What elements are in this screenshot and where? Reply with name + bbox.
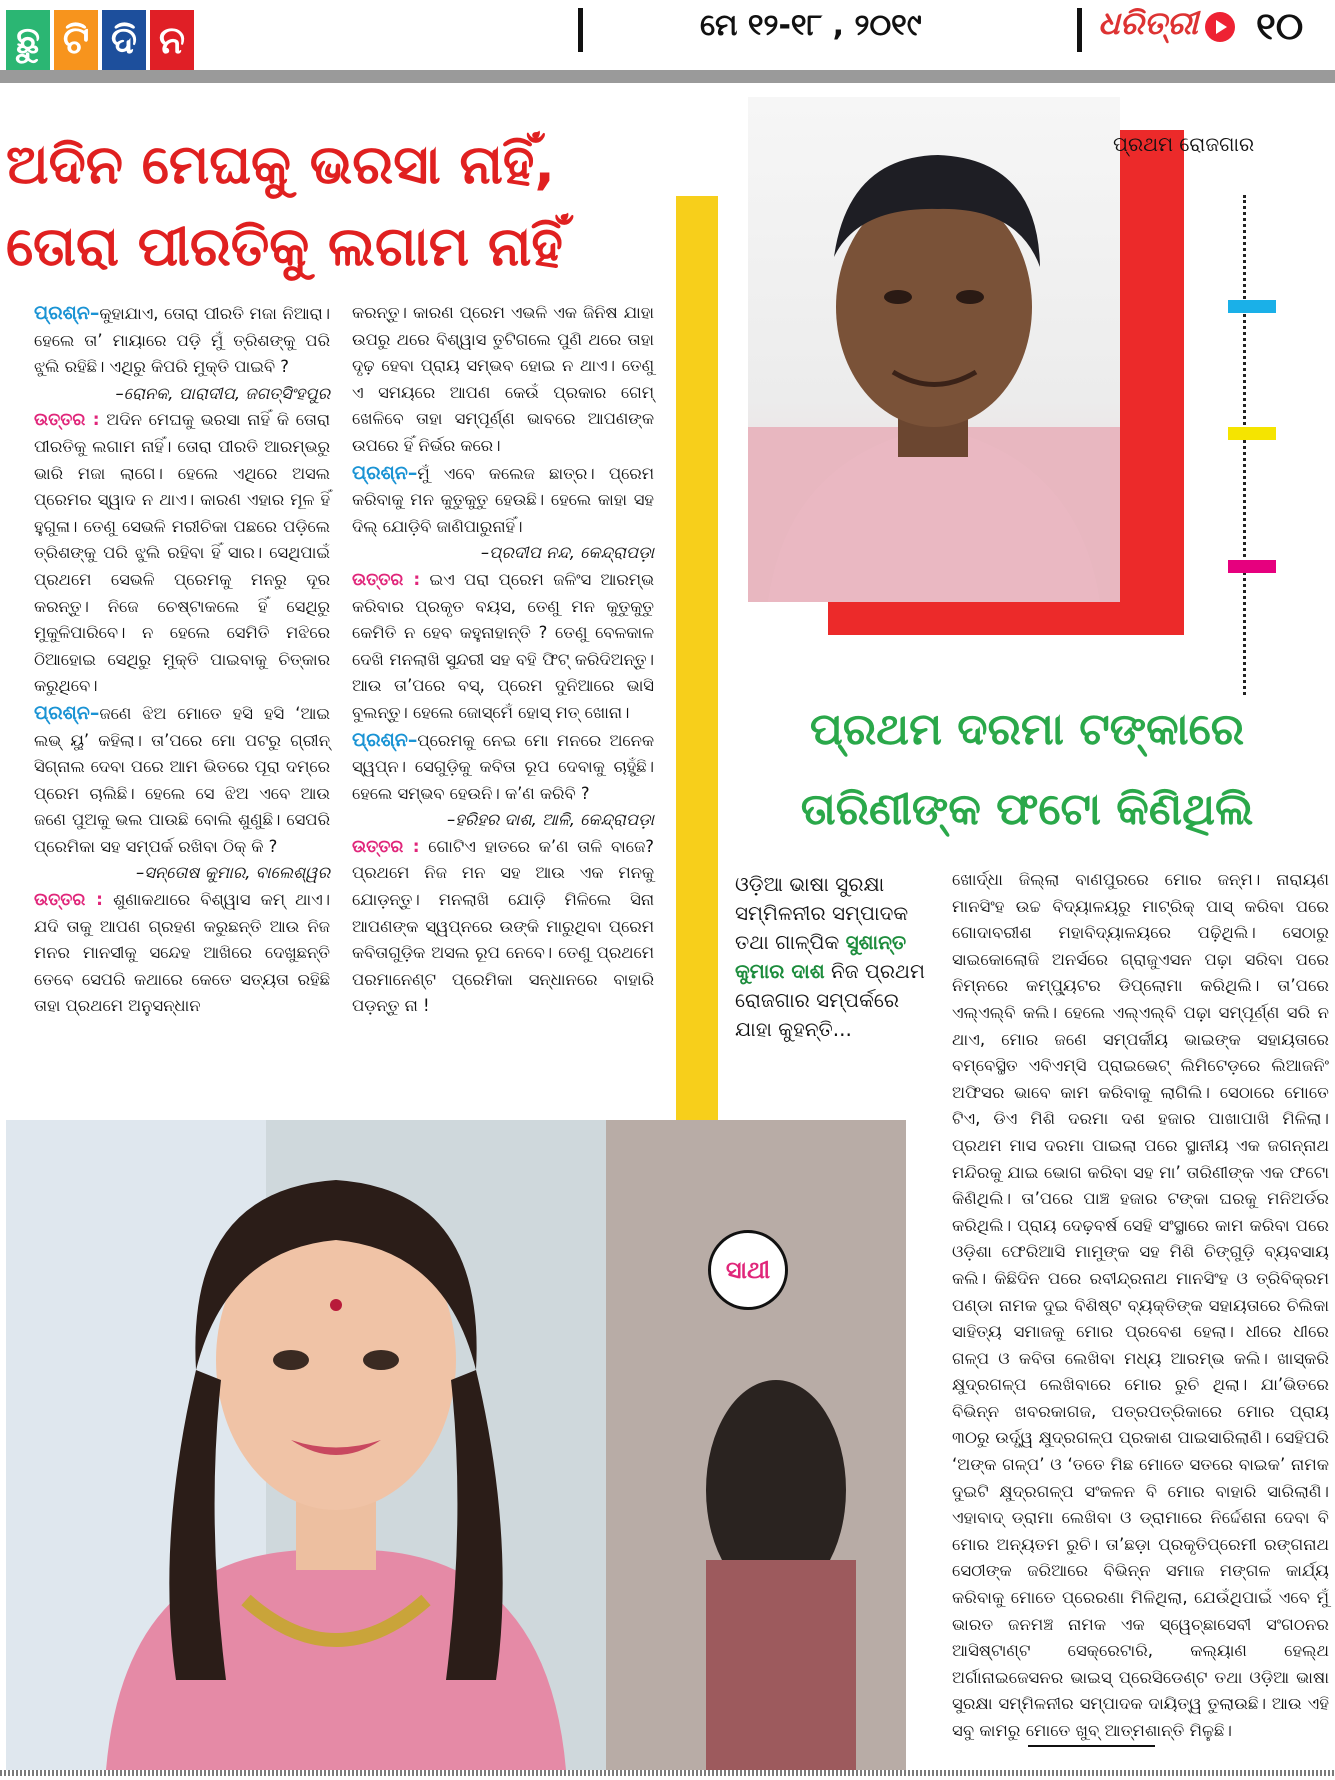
qa-column-right — [352, 300, 654, 1020]
section-logo — [6, 10, 194, 70]
qa-answer-continued: କରନ୍ତୁ। କାରଣ ପ୍ରେମ ଏଭଳି ଏକ ଜିନିଷ ଯାହା ଉପରୁ ଥରେ ବିଶ୍ୱାସ ତୁଟିଗଲେ ପୁଣି ଥରେ ତାହା ଦୃଢ଼ ହେବା ପ୍ରାୟ ସମ୍ଭବ ହୋଇ ନ ଥାଏ। ତେଣୁ ଏ ସମୟରେ ଆପଣ କେଉଁ ପ୍ରକାର ଗେମ୍ ଖେଳିବେ ତାହା ସମ୍ପୂର୍ଣ୍ଣ ଭାବରେ ଆପଣଙ୍କ ଉପରେ ହିଁ ନିର୍ଭର କରେ। — [352, 303, 654, 455]
issue-date: ମେ ୧୨-୧୮ , ୨୦୧୯ — [700, 8, 922, 43]
section-logo-letter: ଦି — [102, 10, 146, 70]
feature-headline — [732, 690, 1322, 850]
question-label: ପ୍ରଶ୍ନ– — [34, 302, 100, 324]
question-text: ପ୍ରେମକୁ ନେଇ ମୋ ମନରେ ଅନେକ ସ୍ୱପ୍ନ। ସେଗୁଡ଼ିକୁ କବିତା ରୂପ ଦେବାକୁ ଚାହୁଁଛି। ହେଲେ ସମ୍ଭବ ହେଉନି। କ’ଣ କରିବି ? — [352, 730, 654, 803]
header-rule — [0, 70, 1335, 83]
actress-photo — [6, 1120, 906, 1770]
question-text: ମୁଁ ଏବେ କଲେଜ ଛାତ୍ର। ପ୍ରେମ କରିବାକୁ ମନ କୁତୁକୁତୁ ହେଉଛି। ହେଲେ କାହା ସହ ଦିଲ୍ ଯୋଡ଼ିବି ଜାଣିପାରୁନାହିଁ। — [352, 463, 654, 536]
answer-text: ଇଏ ପରା ପ୍ରେମ ଜଳିଂସ ଆରମ୍ଭ କରିବାର ପ୍ରକୃତ ବୟସ, ତେଣୁ ମନ କୁତୁକୁତୁ କେମିତି ନ ହେବ କହୁନାହାନ୍ତି ? ତେଣୁ ବେଳକାଳ ଦେଖି ମନଲାଖି ସୁନ୍ଦରୀ ସହ ବହି ଫିଟ୍ କରିଦିଅନ୍ତୁ। ଆଉ ତା’ପରେ ବସ୍, ପ୍ରେମ ଦୁନିଆରେ ଭାସି ବୁଲନ୍ତୁ। ହେଲେ ଜୋସ୍‌ମେଁ ହୋସ୍ ମତ୍ ଖୋନା। — [352, 569, 654, 722]
question-label: ପ୍ରଶ୍ନ– — [352, 728, 418, 751]
yellow-divider-bar — [676, 196, 718, 1120]
intro-text: ଓଡ଼ିଆ ଭାଷା ସୁରକ୍ଷା ସମ୍ମିଳନୀର ସମ୍ପାଦକ ତଥା ଗାଳ୍ପିକ — [735, 872, 909, 954]
dotted-line — [1243, 195, 1246, 695]
question-label: ପ୍ରଶ୍ନ– — [352, 461, 418, 484]
answer-text: ଅଦିନ ମେଘକୁ ଭରସା ନାହିଁ କି ତୋରା ପୀରତିକୁ ଲଗାମ ନାହିଁ। ତୋରା ପୀରତି ଆରମ୍ଭରୁ ଭାରି ମଜା ଲାଗେ। ହେଲେ ଏଥିରେ ଅସଲ ପ୍ରେମର ସ୍ୱାଦ ନ ଥାଏ। କାରଣ ଏହାର ମୂଳ ହିଁ ହୁଗୁଳା। ତେଣୁ ସେଭଳି ମରୀଚିକା ପଛରେ ପଡ଼ିଲେ ତ୍ରିଶଙ୍କୁ ପରି ଝୁଲି ରହିବା ହିଁ ସାର। ସେଥିପାଇଁ ପ୍ରଥମେ ସେଭଳି ପ୍ରେମକୁ ମନରୁ ଦୂର କରନ୍ତୁ। ନିଜେ ଚେଷ୍ଟାକଲେ ହିଁ ସେଥିରୁ ମୁକୁଳିପାରିବେ। ନ ହେଲେ ସେମିତି ମଝିରେ ଠିଆହୋଇ ସେଥିରୁ ମୁକ୍ତି ପାଇବାକୁ ଚିତ୍କାର କରୁଥିବେ। — [34, 410, 330, 696]
qa-question — [34, 700, 330, 861]
feature-body: ଖୋର୍ଦ୍ଧା ଜିଲ୍ଲା ବାଣପୁରରେ ମୋର ଜନ୍ମ। ନାରାୟଣ ମାନସିଂହ ଉଚ୍ଚ ବିଦ୍ୟାଳୟରୁ ମାଟ୍ରିକ୍ ପାସ୍ କରିବା ପରେ ଗୋଦାବରୀଶ ମହାବିଦ୍ୟାଳୟରେ ପଢ଼ିଥିଲି। ସେଠାରୁ ସାଇକୋଲୋଜି ଅନର୍ସରେ ଗ୍ରାଜୁଏସନ ପଢ଼ା ସରିବା ପରେ ନିମ୍ନରେ କମ୍ପ୍ୟୁଟର ଡିପ୍ଲୋମା କରିଥିଲି। ତା’ପରେ ଏଲ୍‌ଏଲ୍‌ବି କଲି। ହେଲେ ଏଲ୍‌ଏଲ୍‌ବି ପଢ଼ା ସମ୍ପୂର୍ଣ୍ଣ ସରି ନ ଥାଏ, ମୋର ଜଣେ ସମ୍ପର୍କୀୟ ଭାଇଙ୍କ ସହାୟତାରେ ବମ୍ବେସ୍ଥିତ ଏବିଏମ୍‌ସି ପ୍ରାଇଭେଟ୍ ଲିମିଟେଡ଼ରେ ଲିଆଜନିଂ ଅଫିସର ଭାବେ କାମ କରିବାକୁ ଲାଗିଲି। ସେଠାରେ ମୋତେ ଟିଏ, ଡିଏ ମିଶି ଦରମା ଦଶ ହଜାର ପାଖାପାଖି ମିଳିଲା। ପ୍ରଥମ ମାସ ଦରମା ପାଇଲା ପରେ ସ୍ଥାନୀୟ ଏକ ଜଗନ୍ନାଥ ମନ୍ଦିରକୁ ଯାଇ ଭୋଗ କରିବା ସହ ମା’ ତାରିଣୀଙ୍କ ଏକ ଫଟୋ କିଣିଥିଲି। ତା’ପରେ ପାଞ୍ଚ ହଜାର ଟଙ୍କା ଘରକୁ ମନିଅର୍ଡର କରିଥିଲି। ପ୍ରାୟ ଦେଢ଼ବର୍ଷ ସେହି ସଂସ୍ଥାରେ କାମ କରିବା ପରେ ଓଡ଼ିଶା ଫେରିଆସି ମାମୁଙ୍କ ସହ ମିଶି ଚିଙ୍ଗୁଡ଼ି ବ୍ୟବସାୟ କଲି। କିଛିଦିନ ପରେ ରବୀନ୍ଦ୍ରନାଥ ମାନସିଂହ ଓ ତ୍ରିବିକ୍ରମ ପଣ୍ଡା ନାମକ ଦୁଇ ବିଶିଷ୍ଟ ବ୍ୟକ୍ତିଙ୍କ ସହାୟତାରେ ଚିଲିକା ସାହିତ୍ୟ ସମାଜକୁ ମୋର ପ୍ରବେଶ ହେଲା। ଧୀରେ ଧୀରେ ଗଳ୍ପ ଓ କବିତା ଲେଖିବା ମଧ୍ୟ ଆରମ୍ଭ କଲି। ଖାସ୍‌କରି କ୍ଷୁଦ୍ରଗଳ୍ପ ଲେଖିବାରେ ମୋର ରୁଚି ଥିଲା। ଯା’ଭିତରେ ବିଭିନ୍ନ ଖବରକାଗଜ, ପତ୍ରପତ୍ରିକାରେ ମୋର ପ୍ରାୟ ୩୦ରୁ ଉର୍ଦ୍ଧ୍ୱ କ୍ଷୁଦ୍ରଗଳ୍ପ ପ୍ରକାଶ ପାଇସାରିଲାଣି। ସେହିପରି ‘ଅଙ୍କ ଗଳ୍ପ’ ଓ ‘ତତେ ମିଛ ମୋତେ ସତରେ ବାଇକ’ ନାମକ ଦୁଇଟି କ୍ଷୁଦ୍ରଗଳ୍ପ ସଂକଳନ ବି ମୋର ବାହାରି ସାରିଲାଣି। ଏହାବାଦ୍ ଡ୍ରାମା ଲେଖିବା ଓ ଡ୍ରାମାରେ ନିର୍ଦ୍ଦେଶନା ଦେବା ବି ମୋର ଅନ୍ୟତମ ରୁଚି। ତା’ଛଡ଼ା ପ୍ରକୃତିପ୍ରେମୀ ରଙ୍ଗନାଥ ସେଠୀଙ୍କ ଜରିଆରେ ବିଭିନ୍ନ ସମାଜ ମଙ୍ଗଳ କାର୍ଯ୍ୟ କରିବାକୁ ମୋତେ ପ୍ରେରଣା ମିଳିଥିଲା, ଯେଉଁଥିପାଇଁ ଏବେ ମୁଁ ଭାରତ ଜନମଞ୍ଚ ନାମକ ଏକ ସ୍ୱେଚ୍ଛାସେବୀ ସଂଗଠନର ଆସିଷ୍ଟାଣ୍ଟ ସେକ୍ରେଟାରି, କଲ୍ୟାଣ ହେଲ୍‌ଥ ଅର୍ଗାନାଇଜେସନର ଭାଇସ୍ ପ୍ରେସିଡେଣ୍ଟ ତଥା ଓଡ଼ିଆ ଭାଷା ସୁରକ୍ଷା ସମ୍ମିଳନୀର ସମ୍ପାଦକ ଦାୟିତ୍ୱ ତୁଲାଉଛି। ଆଉ ଏହି ସବୁ କାମରୁ ମୋତେ ଖୁବ୍ ଆତ୍ମଶାନ୍ତି ମିଳୁଛି। — [952, 870, 1329, 1740]
asker-name: –ସନ୍ତୋଷ କୁମାର, ବାଲେଶ୍ୱର — [135, 863, 330, 883]
qa-headline-line: ତୋରା ପୀରତିକୁ ଲଗାମ ନାହିଁ — [6, 215, 563, 278]
qa-headline-line: ଅଦିନ ମେଘକୁ ଭରସା ନାହିଁ, — [6, 133, 555, 196]
man-portrait-icon — [748, 97, 1120, 602]
qa-headline — [6, 124, 686, 288]
brand-logo: ଧରିତ୍ରୀ — [1098, 4, 1198, 42]
qa-answer — [352, 834, 654, 1020]
photo-caption: ପ୍ରଥମ ରୋଜଗାର — [1113, 132, 1255, 156]
asker-name: –ପ୍ରଦୀପ ନନ୍ଦ, କେନ୍ଦ୍ରାପଡ଼ା — [480, 543, 654, 563]
footer-rule — [0, 1770, 1335, 1776]
feature-intro — [735, 870, 935, 1044]
section-logo-letter: ଛୁ — [6, 10, 50, 70]
section-logo-letter: ଟି — [54, 10, 98, 70]
qa-answer — [34, 407, 330, 700]
answer-label: ଉତ୍ତର : — [352, 569, 421, 590]
intro-author-name: ସୁଶାନ୍ତ କୁମାର ଦାଶ — [735, 930, 907, 983]
qa-question — [352, 727, 654, 808]
asker-name: –ହରିହର ଦାଶ, ଆଳି, କେନ୍ଦ୍ରାପଡ଼ା — [447, 810, 654, 830]
intro-text: ନିଜ ପ୍ରଥମ ରୋଜଗାର ସମ୍ପର୍କରେ ଯାହା କୁହନ୍ତି... — [735, 959, 925, 1041]
feature-headline-line: ପ୍ରଥମ ଦରମା ଟଙ୍କାରେ — [809, 704, 1245, 755]
qa-question — [352, 460, 654, 541]
answer-text: ଗୋଟିଏ ହାତରେ କ’ଣ ତାଳି ବାଜେ? ପ୍ରଥମେ ନିଜ ମନ ସହ ଆଉ ଏକ ମନକୁ ଯୋଡ଼ନ୍ତୁ। ମନଲାଖି ଯୋଡ଼ି ମିଳିଲେ ସିନା ଆପଣଙ୍କ ସ୍ୱପ୍ନରେ ଉଙ୍କି ମାରୁଥିବା ପ୍ରେମ କବିତାଗୁଡ଼ିକ ଅସଲ ରୂପ ନେବେ। ତେଣୁ ପ୍ରଥମେ ପରମାନେଣ୍ଟ ପ୍ରେମିକା ସନ୍ଧାନରେ ବାହାରି ପଡ଼ନ୍ତୁ ନା ! — [352, 836, 655, 1016]
play-icon — [1205, 12, 1235, 42]
answer-label: ଉତ୍ତର : — [34, 890, 103, 911]
answer-text: ଶୁଣାକଥାରେ ବିଶ୍ୱାସ କମ୍ ଥାଏ। ଯଦି ତାକୁ ଆପଣ ଗ୍ରହଣ କରୁଛନ୍ତି ଆଉ ନିଜ ମନର ମାନସୀକୁ ସନ୍ଦେହ ଆଖିରେ ଦେଖୁଛନ୍ତି ତେବେ ସେପରି କଥାରେ କେତେ ସତ୍ୟତା ରହିଛି ତାହା ପ୍ରଥମେ ଅନୁସନ୍ଧାନ — [34, 890, 330, 1016]
color-tick — [1228, 560, 1276, 573]
qa-answer — [34, 887, 330, 1020]
color-tick — [1228, 427, 1276, 440]
question-text: କୁହାଯାଏ, ତୋରା ପୀରତି ମଜା ନିଆରା। ହେଲେ ତା’ ମାୟାରେ ପଡ଼ି ମୁଁ ତ୍ରିଶଙ୍କୁ ପରି ଝୁଲି ରହିଛି। ଏଥିରୁ କିପରି ମୁକ୍ତି ପାଇବି ? — [34, 304, 330, 377]
color-tick — [1228, 300, 1276, 313]
question-text: ଜଣେ ଝିଅ ମୋତେ ହସି ହସି ‘ଆଇ ଲଭ୍ ୟୁ’ କହିଲା। ତା’ପରେ ମୋ ପଟରୁ ଗ୍ରୀନ୍ ସିଗ୍‌ନାଲ ଦେବା ପରେ ଆମ ଭିତରେ ପୂରା ଦମ୍‌ରେ ପ୍ରେମ ଚାଲିଛି। ହେଲେ ସେ ଝିଅ ଏବେ ଆଉ ଜଣେ ପୁଅକୁ ଭଲ ପାଉଛି ବୋଲି ଶୁଣୁଛି। ସେପରି ପ୍ରେମିକା ସହ ସମ୍ପର୍କ ରଖିବା ଠିକ୍ କି ? — [34, 703, 330, 856]
sathi-badge: ସାଥୀ — [708, 1230, 788, 1310]
actress-portrait-icon — [6, 1120, 906, 1770]
feature-headline-line: ତାରିଣୀଙ୍କ ଫଟୋ କିଣିଥିଲି — [800, 784, 1254, 835]
article-end-rule — [1028, 1745, 1155, 1747]
header-divider — [578, 8, 583, 52]
header-divider — [1077, 8, 1082, 52]
qa-answer — [352, 567, 654, 727]
page-number: ୧୦ — [1256, 4, 1304, 48]
question-label: ପ୍ରଶ୍ନ– — [34, 701, 100, 724]
qa-question — [34, 300, 330, 381]
qa-column-left — [34, 300, 330, 1020]
section-logo-letter: ନ — [150, 10, 194, 70]
answer-label: ଉତ୍ତର : — [352, 836, 420, 857]
answer-label: ଉତ୍ତର : — [34, 410, 100, 431]
portrait-photo — [748, 97, 1120, 602]
asker-name: –ରୋନକ, ପାରାଦୀପ, ଜଗତ୍‌ସିଂହପୁର — [115, 383, 330, 403]
